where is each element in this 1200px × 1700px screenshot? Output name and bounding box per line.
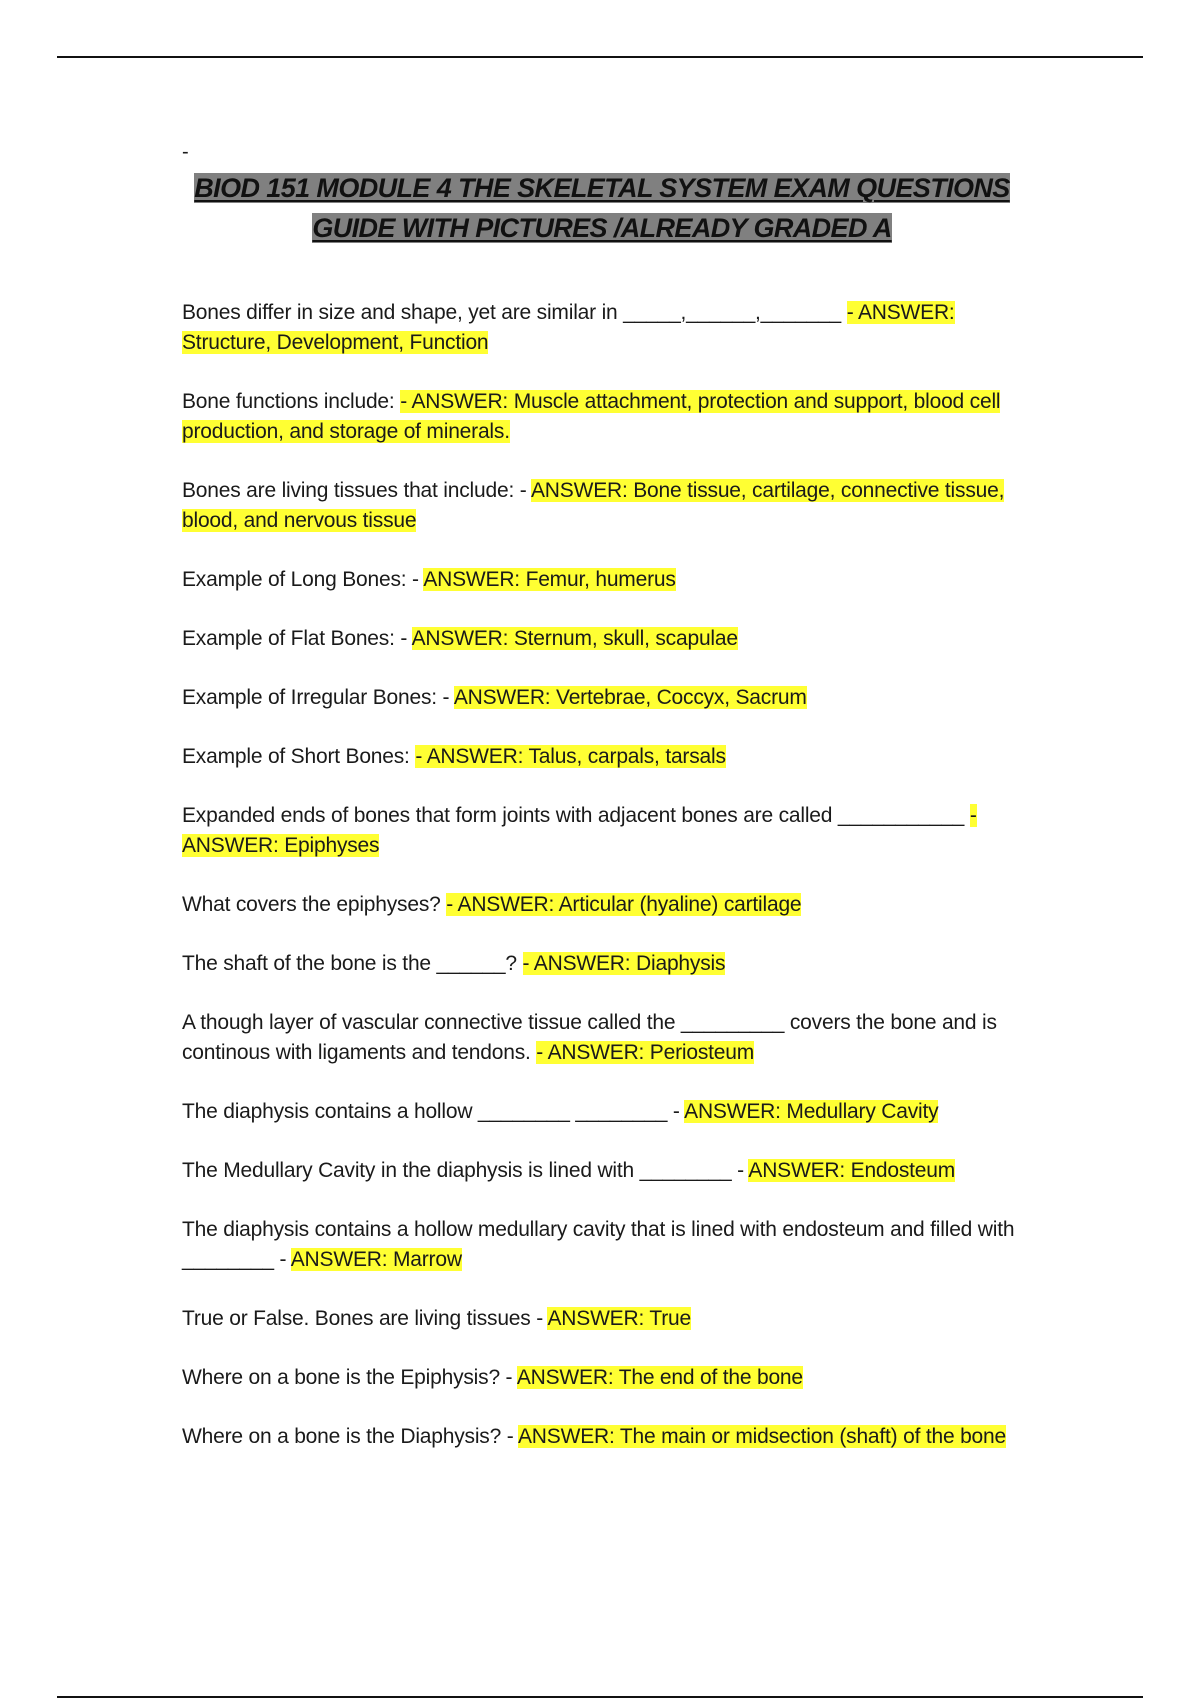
- answer-text: - ANSWER: Muscle attachment, protection and support, blood cell production, and storage of minerals.: [182, 390, 1001, 443]
- qa-item: [182, 387, 1022, 447]
- answer-text: ANSWER: Sternum, skull, scapulae: [411, 627, 738, 650]
- page-bottom-rule: [57, 1696, 1143, 1698]
- qa-item: [182, 624, 1022, 654]
- answer-text: ANSWER: Vertebrae, Coccyx, Sacrum: [453, 686, 807, 709]
- question-text: Where on a bone is the Diaphysis? -: [182, 1425, 518, 1448]
- qa-item: [182, 949, 1022, 979]
- qa-item: [182, 1422, 1022, 1452]
- question-text: What covers the epiphyses?: [182, 893, 447, 916]
- qa-item: [182, 683, 1022, 713]
- qa-item: [182, 801, 1022, 861]
- answer-text: - ANSWER: Structure, Development, Function: [182, 301, 955, 354]
- qa-item: [182, 890, 1022, 920]
- answer-text: ANSWER: Femur, humerus: [423, 568, 676, 591]
- answer-text: - ANSWER: Epiphyses: [182, 804, 977, 857]
- document-page: [182, 140, 1022, 1481]
- question-text: Example of Flat Bones: -: [182, 627, 412, 650]
- qa-item: [182, 1363, 1022, 1393]
- leading-dash: -: [182, 141, 189, 163]
- question-text: The diaphysis contains a hollow ________ ________ -: [182, 1100, 685, 1123]
- answer-text: ANSWER: Medullary Cavity: [684, 1100, 939, 1123]
- answer-text: - ANSWER: Periosteum: [536, 1041, 755, 1064]
- qa-item: [182, 742, 1022, 772]
- qa-item: [182, 1097, 1022, 1127]
- qa-item: [182, 1304, 1022, 1334]
- qa-list: [182, 298, 1022, 1452]
- answer-text: - ANSWER: Talus, carpals, tarsals: [415, 745, 726, 768]
- qa-item: [182, 476, 1022, 536]
- answer-text: ANSWER: The end of the bone: [516, 1366, 803, 1389]
- question-text: A though layer of vascular connective tissue called the _________ covers the bone and is continous with ligaments and tendons.: [182, 1011, 997, 1064]
- document-title: [182, 168, 1022, 248]
- question-text: Bones differ in size and shape, yet are similar in _____,______,_______: [182, 301, 847, 324]
- title-line-2: GUIDE WITH PICTURES /ALREADY GRADED A: [312, 213, 892, 243]
- answer-text: - ANSWER: Articular (hyaline) cartilage: [446, 893, 802, 916]
- qa-item: [182, 1156, 1022, 1186]
- qa-item: [182, 565, 1022, 595]
- question-text: Bones are living tissues that include: -: [182, 479, 531, 502]
- question-text: Bone functions include:: [182, 390, 401, 413]
- question-text: The shaft of the bone is the ______?: [182, 952, 523, 975]
- question-text: Example of Long Bones: -: [182, 568, 424, 591]
- answer-text: ANSWER: Bone tissue, cartilage, connective tissue, blood, and nervous tissue: [182, 479, 1005, 532]
- answer-text: ANSWER: The main or midsection (shaft) of the bone: [518, 1425, 1006, 1448]
- question-text: Example of Short Bones:: [182, 745, 416, 768]
- title-line-1: BIOD 151 MODULE 4 THE SKELETAL SYSTEM EXAM QUESTIONS: [194, 173, 1010, 203]
- answer-text: ANSWER: True: [547, 1307, 691, 1330]
- answer-text: ANSWER: Marrow: [290, 1248, 462, 1271]
- question-text: The diaphysis contains a hollow medullary cavity that is lined with endosteum and filled with ________ -: [182, 1218, 1015, 1271]
- page-top-rule: [57, 56, 1143, 58]
- answer-text: ANSWER: Endosteum: [748, 1159, 956, 1182]
- qa-item: [182, 1008, 1022, 1068]
- question-text: True or False. Bones are living tissues -: [182, 1307, 548, 1330]
- qa-item: [182, 298, 1022, 358]
- question-text: Example of Irregular Bones: -: [182, 686, 454, 709]
- question-text: The Medullary Cavity in the diaphysis is lined with ________ -: [182, 1159, 749, 1182]
- question-text: Where on a bone is the Epiphysis? -: [182, 1366, 517, 1389]
- qa-item: [182, 1215, 1022, 1275]
- answer-text: - ANSWER: Diaphysis: [522, 952, 726, 975]
- question-text: Expanded ends of bones that form joints with adjacent bones are called ___________: [182, 804, 970, 827]
